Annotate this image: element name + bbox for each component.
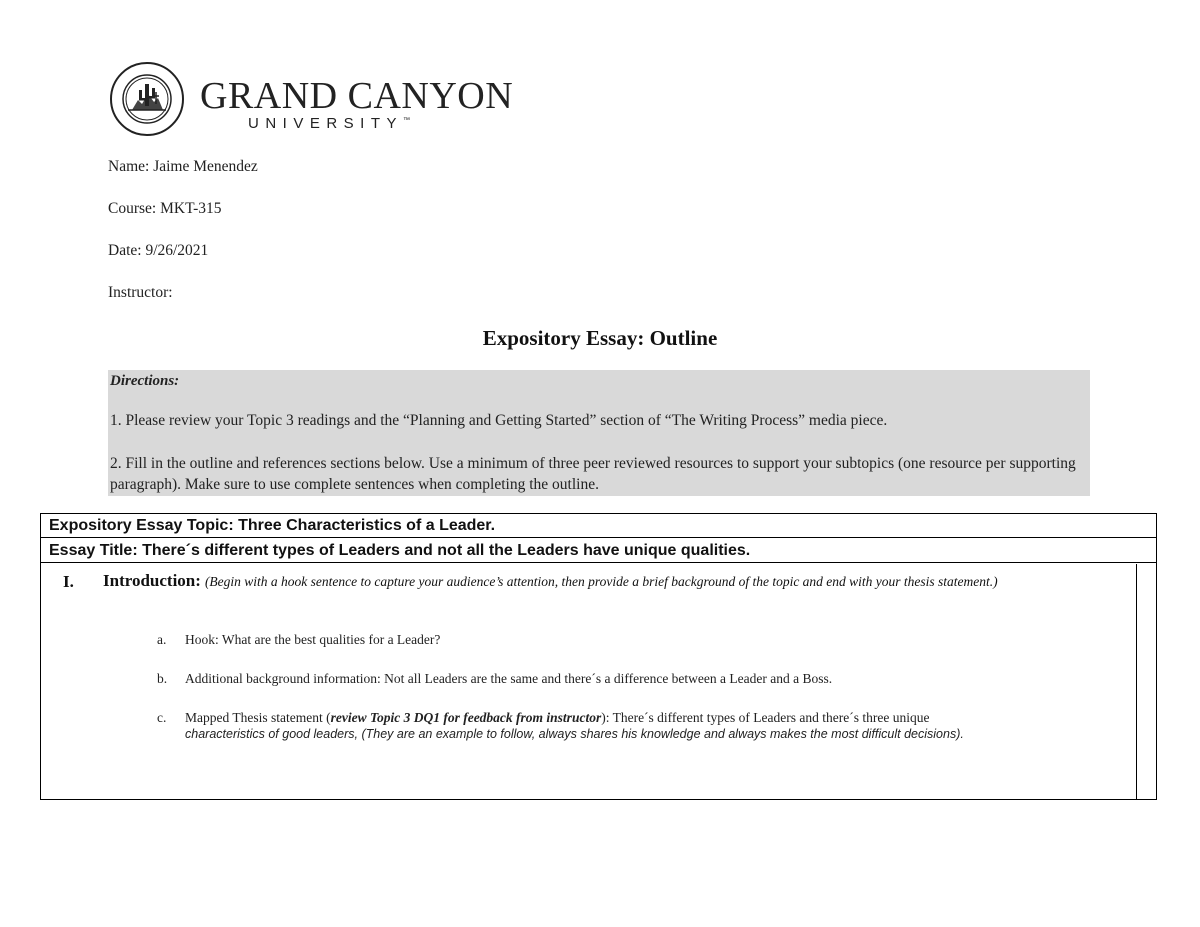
university-seal-icon — [108, 60, 186, 138]
thesis-instruction: review Topic 3 DQ1 for feedback from instructor — [330, 710, 602, 725]
table-divider — [1136, 564, 1137, 799]
logo-wordmark: GRAND CANYON — [200, 75, 514, 117]
date: Date: 9/26/2021 — [108, 242, 209, 259]
student-name: Name: Jaime Menendez — [108, 158, 258, 175]
thesis-continuation: characteristics of good leaders, (They are an example to follow, always shares his knowledge and always makes the most difficult decisions). — [185, 727, 964, 741]
page-title: Expository Essay: Outline — [482, 326, 718, 350]
introduction-label: Introduction: — [103, 571, 201, 590]
directions-label: Directions: — [110, 373, 180, 389]
outline-table: Expository Essay Topic: Three Characteristics of a Leader. Essay Title: There´s different types of Leaders and not all the Leaders have unique qualities. I. Introduction: (Begin with a hook sentence to capture your audience’s attention, then provide a brief background of the topic and end with your thesis statement.) a. Hook: What are the best qualities for a Leader? b. Additional background information: Not all Leaders are the same and there´s a difference between a Leader and a Boss. c. Mapped Thesis statement (review Topic 3 DQ1 for feedback from instructor): There´s different types of Leaders and there´s three unique characteristics of good leaders, (They are an example to follow, always shares his knowledge and always makes the most difficult decisions). — [40, 513, 1157, 800]
course-code: Course: MKT-315 — [108, 200, 222, 217]
essay-topic-row: Expository Essay Topic: Three Characteristics of a Leader. — [41, 514, 1156, 538]
directions-item-1: 1. Please review your Topic 3 readings and the “Planning and Getting Started” section of “The Writing Process” media piece. — [110, 412, 888, 429]
logo-subtitle: UNIVERSITY™ — [248, 115, 411, 132]
introduction-heading — [103, 572, 1103, 591]
directions-item-2: 2. Fill in the outline and references sections below. Use a minimum of three peer reviewed resources to support your subtopics (one resource per supporting paragraph). Make sure to use complete sentences when completing the outline. — [110, 455, 1076, 493]
instructor: Instructor: — [108, 284, 173, 301]
directions-box — [108, 370, 1090, 496]
introduction-description: (Begin with a hook sentence to capture your audience’s attention, then provide a brief background of the topic and end with your thesis statement.) — [204, 574, 998, 589]
university-logo — [108, 60, 514, 138]
section-numeral: I. — [63, 572, 74, 591]
essay-title-row: Essay Title: There´s different types of Leaders and not all the Leaders have unique qualities. — [41, 539, 1156, 563]
